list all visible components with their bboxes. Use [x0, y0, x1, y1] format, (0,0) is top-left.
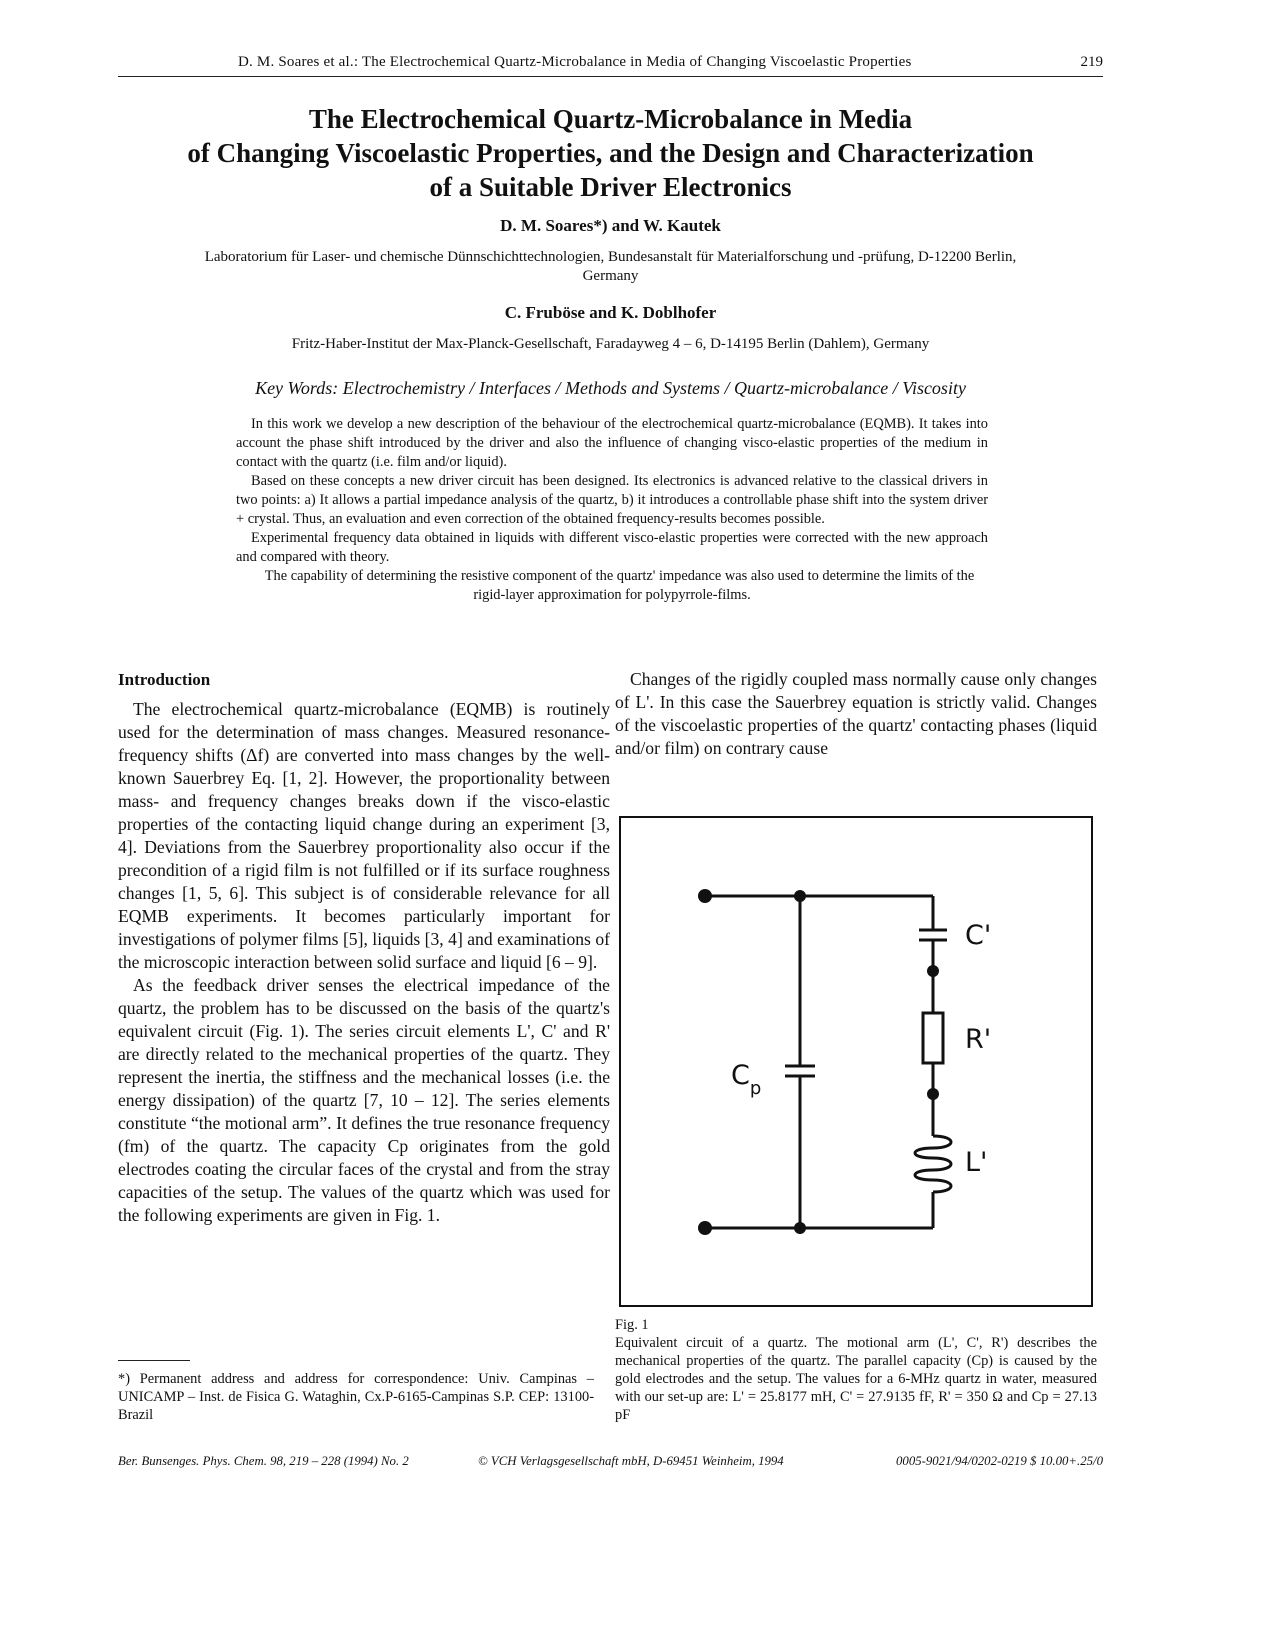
terminal-top: [698, 889, 712, 903]
footnote-rule: [118, 1360, 190, 1361]
figure-1-caption-text: Equivalent circuit of a quartz. The motional arm (L', C', R') describes the mechanical properties of the quartz. The parallel capacity (Cp) is caused by the gold electrodes and the setup. The values for a 6-MHz quartz in water, measured with our set-up are: L' = 25.8177 mH, C' = 27.9135 fF, R' = 350 Ω and Cp = 27.13 pF: [615, 1335, 1097, 1423]
label-l-prime: L': [965, 1147, 988, 1178]
label-r-prime: R': [965, 1024, 992, 1055]
footnote: *) Permanent address and address for correspondence: Univ. Campinas – UNICAMP – Inst. de Fisica G. Wataghin, Cx.P-6165-Campinas S.P. CEP: 13100-Brazil: [118, 1371, 594, 1423]
footer-code: 0005-9021/94/0202-0219 $ 10.00+.25/0: [896, 1454, 1103, 1468]
label-c-prime: C': [965, 920, 992, 951]
affiliation-1: [118, 248, 1103, 286]
paper-title: [118, 102, 1103, 204]
figure-1-caption: [615, 1316, 1097, 1424]
title-line-1: The Electrochemical Quartz-Microbalance in Media: [308, 104, 913, 134]
title-line-3: of a Suitable Driver Electronics: [429, 172, 792, 202]
abstract-paragraph-2: Based on these concepts a new driver circuit has been designed. Its electronics is advanced relative to the classical drivers in two points: a) It allows a partial impedance analysis of the quartz, b) it introduces a controllable phase shift into the system driver + crystal. Thus, an evaluation and even correction of the obtained frequency-results becomes possible.: [236, 473, 988, 527]
left-column: [118, 668, 610, 1227]
label-cp-main: C: [731, 1060, 750, 1091]
affiliation-1-line-1: Laboratorium für Laser- und chemische Dünnschichttechnologien, Bundesanstalt für Materialforschung und -prüfung, D-12200 Berlin,: [204, 249, 1017, 265]
node-c-r: [927, 965, 939, 977]
running-title: D. M. Soares et al.: The Electrochemical Quartz-Microbalance in Media of Changing Viscoelastic Properties: [238, 54, 912, 70]
right-column-text: [615, 668, 1097, 760]
r-prime-resistor: [923, 1013, 943, 1063]
junction-top: [794, 890, 806, 902]
intro-paragraph-2: As the feedback driver senses the electrical impedance of the quartz, the problem has to be discussed on the basis of the quartz's equivalent circuit (Fig. 1). The series circuit elements L', C' and R' are directly related to the mechanical properties of the quartz. They represent the inertia, the stiffness and the mechanical losses (i.e. the energy dissipation) of the quartz [7, 10 – 12]. The series elements constitute “the motional arm”. It defines the true resonance frequency (fm) of the quartz. The capacity Cp originates from the gold electrodes coating the circular faces of the crystal and from the stray capacities of the setup. The values of the quartz which was used for the following experiments are given in Fig. 1.: [118, 975, 610, 1225]
junction-bottom: [794, 1222, 806, 1234]
section-heading-introduction: Introduction: [118, 670, 211, 689]
authors-group-1: D. M. Soares*) and W. Kautek: [500, 216, 721, 235]
equivalent-circuit-diagram: [621, 818, 1091, 1305]
figure-1-circuit: [619, 816, 1093, 1307]
affiliation-1-line-2: Germany: [582, 268, 639, 284]
title-line-2: of Changing Viscoelastic Properties, and the Design and Characterization: [187, 138, 1034, 168]
page-number: 219: [1080, 54, 1103, 70]
abstract-paragraph-1: In this work we develop a new description of the behaviour of the electrochemical quartz-microbalance (EQMB). It takes into account the phase shift introduced by the driver and also the influence of changing visco-elastic properties of the medium in contact with the quartz (i.e. film and/or liquid).: [236, 416, 988, 470]
label-cp-subscript: p: [749, 1078, 762, 1099]
abstract: [236, 415, 988, 605]
abstract-paragraph-3: Experimental frequency data obtained in liquids with different visco-elastic properties were corrected with the new approach and compared with theory.: [236, 530, 988, 565]
keywords: Key Words: Electrochemistry / Interfaces / Methods and Systems / Quartz-microbalance / Viscosity: [255, 378, 966, 398]
terminal-bottom: [698, 1221, 712, 1235]
footer-publisher: © VCH Verlagsgesellschaft mbH, D-69451 Weinheim, 1994: [478, 1454, 784, 1468]
intro-paragraph-1: The electrochemical quartz-microbalance (EQMB) is routinely used for the determination of mass changes. Measured resonance-frequency shifts (Δf) are converted into mass changes by the well-known Sauerbrey Eq. [1, 2]. However, the proportionality between mass- and frequency changes breaks down if the visco-elastic properties of the contacting liquid change during an experiment [3, 4]. Deviations from the Sauerbrey proportionality also occur if the precondition of a rigid film is not fulfilled or if its surface roughness changes [1, 5, 6]. This subject is of considerable relevance for all EQMB experiments. It becomes particularly important for investigations of polymer films [5], liquids [3, 4] and examinations of the microscopic interaction between solid surface and liquid [6 – 9].: [118, 699, 610, 972]
footer-citation: Ber. Bunsenges. Phys. Chem. 98, 219 – 228 (1994) No. 2: [118, 1454, 409, 1468]
intro-paragraph-3: Changes of the rigidly coupled mass normally cause only changes of L'. In this case the Sauerbrey equation is strictly valid. Changes of the viscoelastic properties of the quartz' contacting phases (liquid and/or film) on contrary cause: [615, 669, 1097, 758]
label-cp: [731, 1060, 761, 1099]
affiliation-2: Fritz-Haber-Institut der Max-Planck-Gesellschaft, Faradayweg 4 – 6, D-14195 Berlin (Dahlem), Germany: [291, 336, 930, 352]
figure-1-label: Fig. 1: [615, 1317, 649, 1333]
abstract-paragraph-4: The capability of determining the resistive component of the quartz' impedance was also used to determine the limits of the rigid-layer approximation for polypyrrole-films.: [264, 568, 975, 603]
node-r-l: [927, 1088, 939, 1100]
running-header: [118, 54, 1103, 77]
l-prime-inductor: [915, 1136, 951, 1192]
authors-group-2: C. Fruböse and K. Doblhofer: [504, 303, 717, 322]
